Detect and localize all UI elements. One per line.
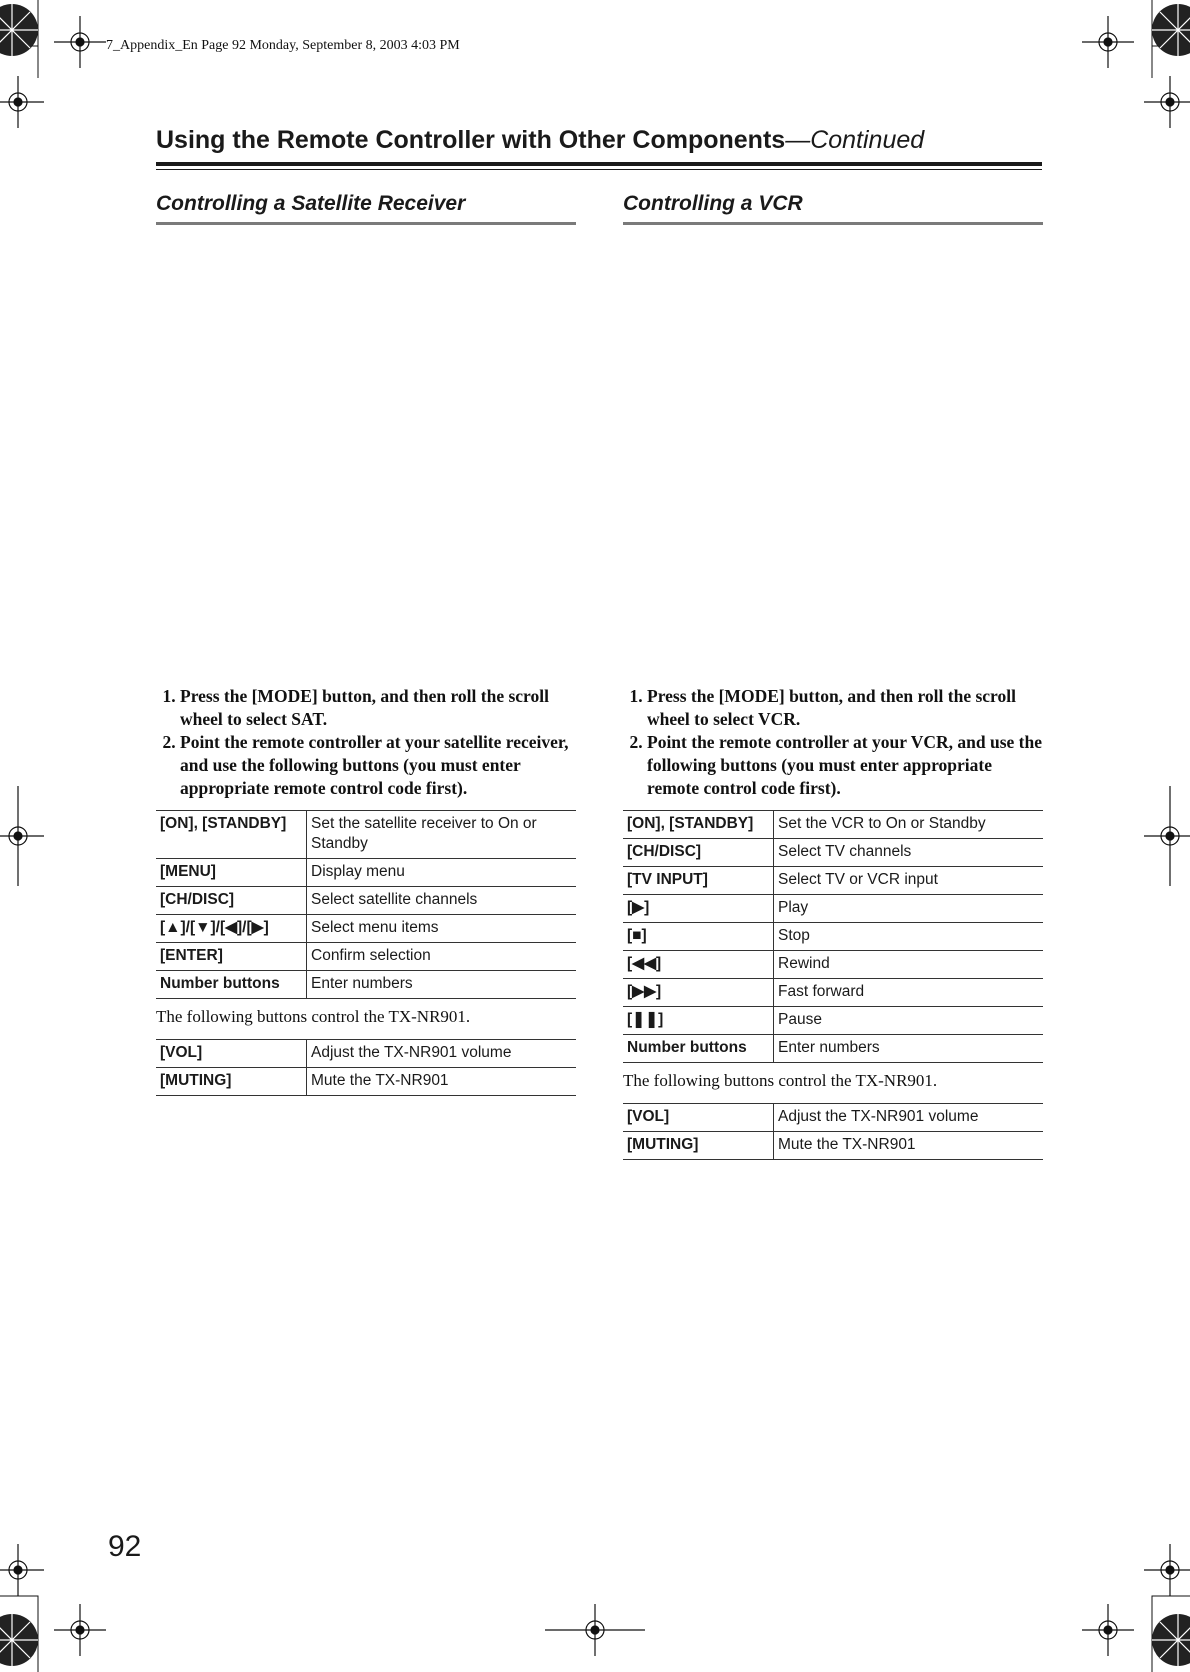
starburst-icon [0, 4, 1190, 1666]
button-key: [MUTING] [623, 1132, 774, 1160]
button-key: [VOL] [623, 1104, 774, 1132]
page-title-main: Using the Remote Controller with Other Components [156, 126, 786, 154]
button-desc: Select TV channels [774, 839, 1044, 867]
button-key: Number buttons [156, 971, 307, 999]
button-desc: Rewind [774, 951, 1044, 979]
button-key: [MENU] [156, 859, 307, 887]
section-heading: Controlling a Satellite Receiver [156, 190, 576, 225]
button-desc: Enter numbers [307, 971, 577, 999]
button-desc: Enter numbers [774, 1035, 1044, 1063]
button-desc: Select satellite channels [307, 887, 577, 915]
button-desc: Confirm selection [307, 943, 577, 971]
amp-note: The following buttons control the TX-NR901. [623, 1071, 938, 1090]
button-key: Number buttons [623, 1035, 774, 1063]
button-key: [ON], [STANDBY] [156, 811, 307, 859]
section-heading: Controlling a VCR [623, 190, 1043, 225]
button-desc: Play [774, 895, 1044, 923]
button-desc: Adjust the TX-NR901 volume [774, 1104, 1044, 1132]
button-desc: Adjust the TX-NR901 volume [307, 1040, 577, 1068]
button-key: [ENTER] [156, 943, 307, 971]
button-key: [CH/DISC] [623, 839, 774, 867]
button-key: [■] [623, 923, 774, 951]
button-desc: Select TV or VCR input [774, 867, 1044, 895]
button-desc: Set the VCR to On or Standby [774, 811, 1044, 839]
button-key: [ON], [STANDBY] [623, 811, 774, 839]
page-title-continued: —Continued [785, 126, 925, 154]
button-key: [❚❚] [623, 1007, 774, 1035]
button-desc: Set the satellite receiver to On or Standby [307, 811, 577, 859]
button-key: [▶] [623, 895, 774, 923]
button-desc: Stop [774, 923, 1044, 951]
printer-slug-line: 7_Appendix_En Page 92 Monday, September 8, 2003 4:03 PM [106, 38, 460, 53]
button-desc: Select menu items [307, 915, 577, 943]
button-key: [MUTING] [156, 1068, 307, 1096]
button-desc: Mute the TX-NR901 [774, 1132, 1044, 1160]
step-item: 1. Press the [MODE] button, and then roll the scroll wheel to select SAT. [180, 685, 576, 731]
step-item: 2. Point the remote controller at your satellite receiver, and use the following buttons (you must enter appropriate remote control code first). [180, 731, 576, 800]
step-item: 1. Press the [MODE] button, and then roll the scroll wheel to select VCR. [647, 685, 1043, 731]
button-desc: Pause [774, 1007, 1044, 1035]
button-desc: Display menu [307, 859, 577, 887]
button-key: [TV INPUT] [623, 867, 774, 895]
button-key: [▶▶] [623, 979, 774, 1007]
button-key: [VOL] [156, 1040, 307, 1068]
button-desc: Fast forward [774, 979, 1044, 1007]
button-key: [◀◀] [623, 951, 774, 979]
step-item: 2. Point the remote controller at your VCR, and use the following buttons (you must enter appropriate remote control code first). [647, 731, 1043, 800]
button-desc: Mute the TX-NR901 [307, 1068, 577, 1096]
page-number: 92 [108, 1530, 142, 1563]
button-key: [▲]/[▼]/[◀]/[▶] [156, 915, 307, 943]
amp-note: The following buttons control the TX-NR901. [156, 1007, 471, 1026]
button-key: [CH/DISC] [156, 887, 307, 915]
